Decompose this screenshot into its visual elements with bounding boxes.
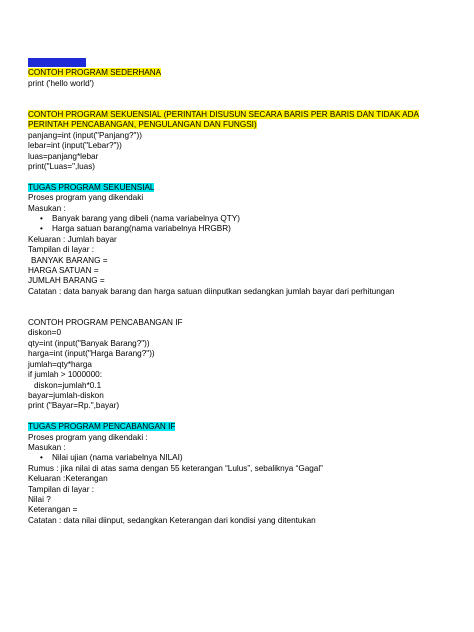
spacer: [28, 100, 460, 110]
section1-title: CONTOH PROGRAM SEDERHANA: [28, 68, 162, 78]
section5-text-line: Nilai ?: [28, 494, 51, 504]
section1-code-line: print ('hello world'): [28, 78, 94, 88]
spacer: [28, 308, 460, 318]
section4-code-line: if jumlah > 1000000:: [28, 370, 102, 380]
section3-title-line: [28, 183, 460, 193]
section2-code-line: luas=panjang*lebar: [28, 151, 99, 161]
spacer: [28, 412, 460, 422]
section3-text-line: HARGA SATUAN =: [28, 266, 99, 276]
section3-text-line: BANYAK BARANG =: [31, 255, 108, 265]
section2-code-line: panjang=int (input("Panjang?")): [28, 130, 142, 140]
section5-text-line: Masukan :: [28, 442, 66, 452]
section5-bullet-item: • Nilai ujian (nama variabelnya NILAI): [28, 453, 460, 463]
section4-code-line: jumlah=qty*harga: [28, 359, 92, 369]
section2-code-line: lebar=int (input("Lebar?")): [28, 141, 122, 151]
section5-title-line: [28, 422, 460, 432]
section3-note-line: Catatan : data banyak barang dan harga satuan diinputkan sedangkan jumlah bayar dari perhitungan: [28, 286, 395, 296]
document-body: [28, 58, 460, 526]
section2-title: CONTOH PROGRAM SEKUENSIAL (PERINTAH DISUSUN SECARA BARIS PER BARIS DAN TIDAK ADA PERINTAH PENCABANGAN, PENGULANGAN DAN FUNGSI): [28, 110, 419, 130]
section3-bullet-item: • Banyak barang yang dibeli (nama variabelnya QTY): [28, 214, 460, 224]
spacer: [28, 297, 460, 307]
section3-title: TUGAS PROGRAM SEKUENSIAL: [28, 182, 155, 192]
section5-note-line: Catatan : data nilai diinput, sedangkan Keterangan dari kondisi yang ditentukan: [28, 515, 316, 525]
section4-code-line: harga=int (input("Harga Barang?")): [28, 349, 155, 359]
section5-text-line: Keluaran :Keterangan: [28, 474, 108, 484]
section1-title-line: [28, 68, 460, 78]
section5-text-line: Tampilan di layar :: [28, 484, 94, 494]
section5-text-line: Proses program yang dikendaki :: [28, 432, 148, 442]
section4-code-line: bayar=jumlah-diskon: [28, 390, 104, 400]
section3-text-line: Tampilan di layar :: [28, 245, 94, 255]
section4-code-line: diskon=0: [28, 328, 62, 338]
section2-title-block: [28, 110, 460, 131]
section2-code-line: print("Luas=",luas): [28, 162, 96, 172]
section4-code-line: print ("Bayar=Rp.",bayar): [28, 401, 120, 411]
section3-text-line: JUMLAH BARANG =: [28, 276, 105, 286]
section3-text-line: Keluaran : Jumlah bayar: [28, 234, 117, 244]
section4-code-line: qty=int (input("Banyak Barang?")): [28, 338, 150, 348]
section3-bullet-item: • Harga satuan barang(nama variabelnya HRGBR): [28, 224, 460, 234]
header-tag-line: [28, 58, 460, 68]
header-tag: BAB KARAJAN: [29, 58, 86, 67]
spacer: [28, 172, 460, 182]
section4-code-line: diskon=jumlah*0.1: [34, 380, 102, 390]
section5-text-line: Keterangan =: [28, 505, 78, 515]
section3-text-line: Masukan :: [28, 203, 66, 213]
section3-text-line: Proses program yang dikendaki: [28, 193, 144, 203]
section5-title: TUGAS PROGRAM PENCABANGAN IF: [28, 422, 176, 432]
section5-text-line: Rumus : jika nilai di atas sama dengan 55 keterangan “Lulus”, sebaliknya “Gagal”: [28, 463, 323, 473]
spacer: [28, 89, 460, 99]
section4-title: CONTOH PROGRAM PENCABANGAN IF: [28, 318, 183, 328]
